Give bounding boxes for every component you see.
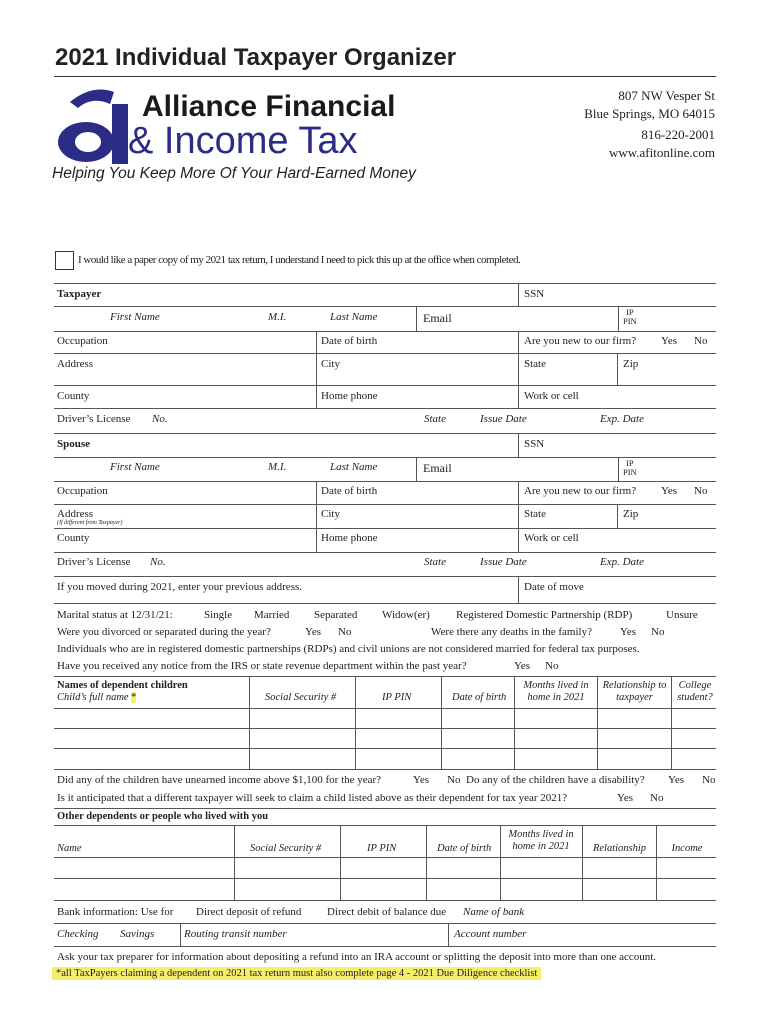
rule xyxy=(416,457,417,481)
unearned-income-yes[interactable]: Yes xyxy=(413,774,430,786)
taxpayer-new-firm-yes[interactable]: Yes xyxy=(661,335,678,347)
spouse-dl-issue-date-field[interactable]: Issue Date xyxy=(480,556,527,568)
rule xyxy=(54,385,716,386)
marital-status-label: Marital status at 12/31/21: xyxy=(57,609,173,621)
phone-number: 816-220-2001 xyxy=(641,127,715,142)
unearned-income-no[interactable]: No xyxy=(447,774,461,786)
taxpayer-first-name-field[interactable]: First Name xyxy=(110,311,160,323)
taxpayer-dob-field[interactable]: Date of birth xyxy=(321,335,378,347)
rule xyxy=(54,576,716,577)
taxpayer-ip-label: IP xyxy=(626,307,634,317)
rule xyxy=(618,306,619,331)
rule xyxy=(54,603,716,604)
marital-single-option[interactable]: Single xyxy=(204,609,233,621)
taxpayer-heading: Taxpayer xyxy=(57,288,102,300)
taxpayer-dl-number-field[interactable]: No. xyxy=(152,413,168,425)
rule xyxy=(656,825,657,900)
rule xyxy=(54,676,716,677)
taxpayer-work-cell-field[interactable]: Work or cell xyxy=(524,390,579,402)
unearned-income-question: Did any of the children have unearned income above $1,100 for the year? xyxy=(57,774,382,786)
divorced-no[interactable]: No xyxy=(338,626,352,638)
rule xyxy=(514,676,515,769)
spouse-last-name-field[interactable]: Last Name xyxy=(330,461,378,473)
spouse-state-field[interactable]: State xyxy=(524,508,546,520)
previous-address-field[interactable]: If you moved during 2021, enter your previous address. xyxy=(57,581,303,593)
rule xyxy=(54,923,716,924)
rule xyxy=(617,353,618,385)
rule xyxy=(180,923,181,946)
dependents-child-name-header xyxy=(57,692,136,703)
rule xyxy=(518,433,519,457)
claim-child-yes[interactable]: Yes xyxy=(617,792,634,804)
spouse-email-field[interactable]: Email xyxy=(423,461,452,475)
spouse-dl-number-field[interactable]: No. xyxy=(150,556,166,568)
spouse-new-firm-no[interactable]: No xyxy=(694,485,708,497)
disability-no[interactable]: No xyxy=(702,774,716,786)
rule xyxy=(416,306,417,331)
company-logo-icon xyxy=(50,84,132,164)
disability-question: Do any of the children have a disability? xyxy=(466,774,645,786)
bank-name-field[interactable]: Name of bank xyxy=(463,906,525,918)
direct-deposit-option[interactable]: Direct deposit of refund xyxy=(196,906,302,918)
rule xyxy=(54,900,716,901)
taxpayer-email-field[interactable]: Email xyxy=(423,311,452,325)
taxpayer-dl-exp-date-field[interactable]: Exp. Date xyxy=(600,413,644,425)
other-dependents-ip-pin-header: IP PIN xyxy=(367,843,397,854)
divorced-yes[interactable]: Yes xyxy=(305,626,322,638)
other-dependents-name-header: Name xyxy=(57,843,82,854)
taxpayer-mi-field[interactable]: M.I. xyxy=(268,311,287,323)
other-dependents-dob-header: Date of birth xyxy=(437,843,492,854)
company-name-line2: & Income Tax xyxy=(128,120,358,162)
due-diligence-note: *all TaxPayers claiming a dependent on 2021 tax return must also complete page 4 - 2021 Due Diligence checklist xyxy=(52,967,541,980)
dependents-college-header-2: student? xyxy=(677,692,713,703)
spouse-drivers-license-label: Driver’s License xyxy=(57,556,131,568)
rule xyxy=(54,769,716,770)
spouse-ip-label: IP xyxy=(626,458,634,468)
taxpayer-occupation-field[interactable]: Occupation xyxy=(57,335,108,347)
marital-widow-option[interactable]: Widow(er) xyxy=(382,609,430,621)
other-dependents-months-header-1: Months lived in xyxy=(508,829,574,840)
bank-info-label: Bank information: Use for xyxy=(57,906,174,918)
rule xyxy=(426,825,427,900)
dependents-ssn-header: Social Security # xyxy=(265,692,337,703)
deaths-no[interactable]: No xyxy=(651,626,665,638)
irs-notice-no[interactable]: No xyxy=(545,660,559,672)
spouse-mi-field[interactable]: M.I. xyxy=(268,461,287,473)
deaths-yes[interactable]: Yes xyxy=(620,626,637,638)
page-title: 2021 Individual Taxpayer Organizer xyxy=(55,44,457,71)
paper-copy-text: I would like a paper copy of my 2021 tax return, I understand I need to pick this up at the office when completed. xyxy=(78,254,521,266)
spouse-home-phone-field[interactable]: Home phone xyxy=(321,532,378,544)
rule xyxy=(618,457,619,481)
spouse-zip-field[interactable]: Zip xyxy=(623,508,639,520)
website[interactable]: www.afitonline.com xyxy=(608,145,715,160)
taxpayer-home-phone-field[interactable]: Home phone xyxy=(321,390,378,402)
spouse-work-cell-field[interactable]: Work or cell xyxy=(524,532,579,544)
rule xyxy=(54,481,716,482)
rule xyxy=(54,946,716,947)
spouse-county-field[interactable]: County xyxy=(57,532,90,544)
child-name-label: Child’s full name xyxy=(57,692,129,703)
dependents-relationship-header-2: taxpayer xyxy=(616,692,653,703)
taxpayer-city-field[interactable]: City xyxy=(321,358,340,370)
divorced-question: Were you divorced or separated during the year? xyxy=(57,626,271,638)
rule xyxy=(54,825,716,826)
spouse-dl-exp-date-field[interactable]: Exp. Date xyxy=(600,556,644,568)
marital-rdp-option[interactable]: Registered Domestic Partnership (RDP) xyxy=(456,609,633,621)
rule xyxy=(340,825,341,900)
address-line1: 807 NW Vesper St xyxy=(618,88,715,103)
rdp-note: Individuals who are in registered domestic partnerships (RDPs) and civil unions are not considered married for federal tax purposes. xyxy=(57,643,640,655)
rule xyxy=(316,331,317,408)
rule xyxy=(54,306,716,307)
spouse-dob-field[interactable]: Date of birth xyxy=(321,485,378,497)
taxpayer-address-field[interactable]: Address xyxy=(57,358,94,370)
rule xyxy=(518,331,519,408)
title-rule xyxy=(54,76,716,77)
marital-married-option[interactable]: Married xyxy=(254,609,290,621)
other-dependents-months-header-2: home in 2021 xyxy=(512,841,570,852)
account-number-field[interactable]: Account number xyxy=(454,928,527,940)
rule xyxy=(448,923,449,946)
marital-unsure-option[interactable]: Unsure xyxy=(666,609,698,621)
rule xyxy=(518,481,519,552)
taxpayer-state-field[interactable]: State xyxy=(524,358,546,370)
dependents-dob-header: Date of birth xyxy=(452,692,507,703)
rule xyxy=(249,676,250,769)
deaths-question: Were there any deaths in the family? xyxy=(431,626,592,638)
irs-notice-question: Have you received any notice from the IRS or state revenue department within the past year? xyxy=(57,660,467,672)
dependents-ip-pin-header: IP PIN xyxy=(382,692,412,703)
spouse-address-field[interactable]: Address xyxy=(57,508,94,520)
paper-copy-checkbox[interactable] xyxy=(55,251,74,270)
taxpayer-new-firm-question: Are you new to our firm? xyxy=(524,335,637,347)
claim-child-question: Is it anticipated that a different taxpayer will seek to claim a child listed above as their dependent for tax year 2021? xyxy=(57,792,568,804)
spouse-ip-pin-field[interactable]: PIN xyxy=(623,467,637,477)
savings-option[interactable]: Savings xyxy=(120,928,155,940)
spouse-occupation-field[interactable]: Occupation xyxy=(57,485,108,497)
company-tagline: Helping You Keep More Of Your Hard-Earned Money xyxy=(52,165,416,182)
rule xyxy=(316,481,317,552)
dependents-months-header-2: home in 2021 xyxy=(527,692,585,703)
rule xyxy=(234,825,235,900)
rule xyxy=(54,283,716,284)
spouse-first-name-field[interactable]: First Name xyxy=(110,461,160,473)
spouse-dl-state-field[interactable]: State xyxy=(424,556,446,568)
rule xyxy=(617,504,618,528)
spouse-heading: Spouse xyxy=(57,438,91,450)
spouse-ssn-field[interactable]: SSN xyxy=(524,438,545,450)
company-name: Alliance Financial xyxy=(142,90,396,123)
taxpayer-zip-field[interactable]: Zip xyxy=(623,358,639,370)
taxpayer-county-field[interactable]: County xyxy=(57,390,90,402)
rule xyxy=(582,825,583,900)
dependents-college-header-1: College xyxy=(678,680,712,691)
routing-number-field[interactable]: Routing transit number xyxy=(184,928,287,940)
other-dependents-heading: Other dependents or people who lived with you xyxy=(57,811,269,822)
direct-debit-option[interactable]: Direct debit of balance due xyxy=(327,906,447,918)
rule xyxy=(54,331,716,332)
other-dependents-income-header: Income xyxy=(671,843,703,854)
rule xyxy=(54,433,716,434)
dependents-relationship-header-1: Relationship to xyxy=(602,680,667,691)
irs-notice-yes[interactable]: Yes xyxy=(514,660,531,672)
date-of-move-field[interactable]: Date of move xyxy=(524,581,584,593)
rule xyxy=(54,808,716,809)
rule xyxy=(54,728,716,729)
spouse-new-firm-question: Are you new to our firm? xyxy=(524,485,637,497)
rule xyxy=(54,748,716,749)
dependents-months-header-1: Months lived in xyxy=(523,680,589,691)
address-line2: Blue Springs, MO 64015 xyxy=(584,106,715,121)
dependents-heading: Names of dependent children xyxy=(57,680,188,691)
ira-note: Ask your tax preparer for information about depositing a refund into an IRA account or splitting the deposit into more than one account. xyxy=(57,951,657,963)
rule xyxy=(355,676,356,769)
rule xyxy=(441,676,442,769)
dependent-asterisk: * xyxy=(130,692,136,703)
other-dependents-relationship-header: Relationship xyxy=(592,843,647,854)
rule xyxy=(54,528,716,529)
taxpayer-ip-pin-field[interactable]: PIN xyxy=(623,316,637,326)
disability-yes[interactable]: Yes xyxy=(668,774,685,786)
taxpayer-dl-issue-date-field[interactable]: Issue Date xyxy=(480,413,527,425)
rule xyxy=(54,408,716,409)
taxpayer-new-firm-no[interactable]: No xyxy=(694,335,708,347)
checking-option[interactable]: Checking xyxy=(57,928,99,940)
taxpayer-drivers-license-label: Driver’s License xyxy=(57,413,131,425)
rule xyxy=(54,857,716,858)
rule xyxy=(54,708,716,709)
rule xyxy=(518,283,519,306)
spouse-new-firm-yes[interactable]: Yes xyxy=(661,485,678,497)
other-dependents-ssn-header: Social Security # xyxy=(250,843,322,854)
claim-child-no[interactable]: No xyxy=(650,792,664,804)
rule xyxy=(54,552,716,553)
taxpayer-last-name-field[interactable]: Last Name xyxy=(330,311,378,323)
marital-separated-option[interactable]: Separated xyxy=(314,609,358,621)
spouse-address-note: (If different from Taxpayer) xyxy=(57,520,123,526)
rule xyxy=(54,457,716,458)
taxpayer-dl-state-field[interactable]: State xyxy=(424,413,446,425)
rule xyxy=(54,878,716,879)
rule xyxy=(518,576,519,603)
taxpayer-ssn-field[interactable]: SSN xyxy=(524,288,545,300)
spouse-city-field[interactable]: City xyxy=(321,508,340,520)
